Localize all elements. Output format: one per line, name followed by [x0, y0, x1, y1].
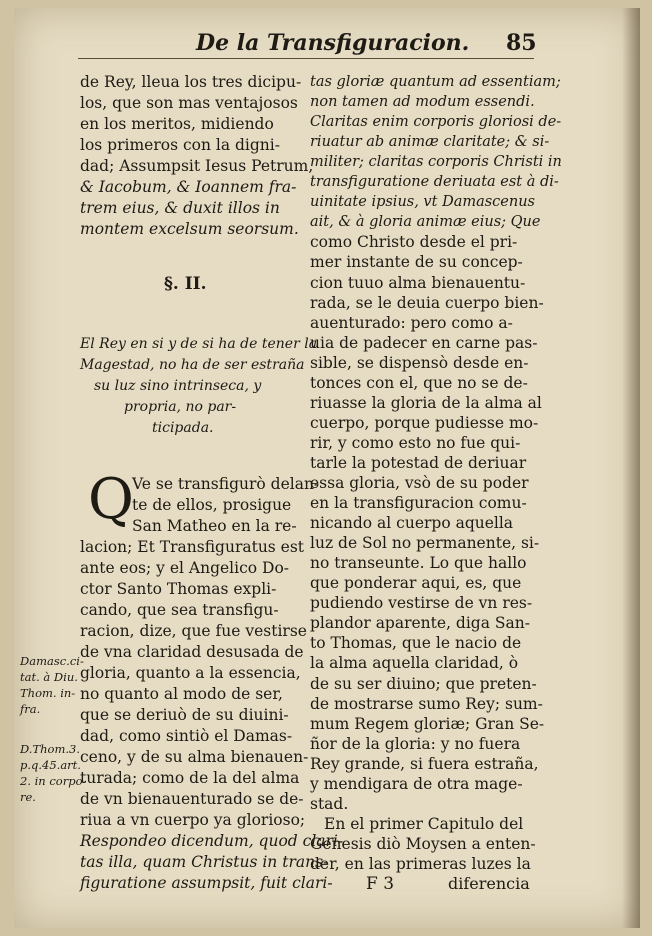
margin-note: D.Thom.3. — [20, 742, 80, 756]
margin-note: p.q.45.art. — [20, 758, 81, 772]
text-line: rada, se le deuia cuerpo bien- — [310, 293, 544, 312]
text-line: Ve se transfigurò delan- — [132, 475, 320, 493]
text-line: pudiendo vestirse de vn res- — [310, 594, 533, 613]
catchword: diferencia — [448, 874, 530, 893]
section-heading: §. II. — [164, 274, 207, 294]
text-line: de vn bienauenturado se de- — [80, 790, 304, 808]
signature-mark: F 3 — [366, 874, 395, 894]
text-line: Claritas enim corporis gloriosi de- — [310, 114, 562, 131]
text-line: la alma aquella claridad, ò — [310, 654, 519, 673]
summary-line: El Rey en si y de si ha de tener la — [80, 336, 318, 352]
text-line: de vna claridad desusada de — [80, 643, 304, 661]
text-line: que ponderar aqui, es, que — [310, 574, 522, 593]
text-line: mum Regem gloriæ; Gran Se- — [310, 714, 545, 733]
text-line: lacion; Et Transfiguratus est — [80, 538, 305, 556]
text-line: ctor Santo Thomas expli- — [80, 580, 277, 598]
text-line: ceno, y de su alma bienauen- — [80, 748, 309, 766]
text-line: San Matheo en la re- — [132, 517, 297, 535]
text-line: cando, que sea transfigu- — [80, 601, 279, 619]
text-line: uia de padecer en carne pas- — [310, 333, 538, 352]
running-header-title: De la Transfiguracion. — [196, 30, 470, 56]
text-line: turada; como de la del alma — [80, 769, 300, 787]
summary-line: propria, no par- — [124, 399, 237, 415]
text-line: auenturado: pero como a- — [310, 313, 513, 332]
margin-note: fra. — [20, 702, 41, 716]
text-line: ait, & à gloria animæ eius; Que — [310, 214, 541, 231]
text-line: que se deriuò de su diuini- — [80, 706, 289, 724]
text-line: tarle la potestad de deriuar — [310, 453, 527, 472]
text-line: montem excelsum seorsum. — [80, 220, 299, 238]
text-line: tonces con el, que no se de- — [310, 373, 528, 392]
text-line: luz de Sol no permanente, si- — [310, 534, 540, 553]
text-line: de su ser diuino; que preten- — [310, 674, 537, 693]
text-line: militer; claritas corporis Christi in — [310, 154, 562, 171]
text-line: uinitate ipsius, vt Damascenus — [310, 194, 535, 211]
text-line: essa gloria, vsò de su poder — [310, 474, 529, 492]
text-line: & Iacobum, & Ioannem fra- — [80, 178, 297, 196]
text-line: tas illa, quam Christus in trans- — [80, 853, 329, 871]
text-line: ñor de la gloria: y no fuera — [310, 734, 521, 753]
margin-note: tat. à Diu. — [20, 670, 78, 684]
text-line: riua a vn cuerpo ya glorioso; — [80, 811, 306, 829]
text-line: no quanto al modo de ser, — [80, 685, 283, 703]
header-rule — [78, 58, 534, 59]
text-line: racion, dize, que fue vestirse — [80, 622, 307, 640]
text-line: riuasse la gloria de la alma al — [310, 393, 542, 412]
drop-cap: Q — [88, 467, 134, 532]
text-line: y mendigara de otra mage- — [310, 774, 523, 793]
text-line: Genesis diò Moysen a enten- — [310, 834, 536, 853]
text-line: Respondeo dicendum, quod clari- — [80, 832, 344, 850]
text-line: dad, como sintiò el Damas- — [80, 727, 293, 745]
text-line: nicando al cuerpo aquella — [310, 514, 514, 533]
text-line: der, en las primeras luzes la — [310, 854, 531, 873]
text-line: sible, se dispensò desde en- — [310, 353, 529, 372]
text-line: los, que son mas ventajosos — [80, 94, 298, 112]
text-line: ante eos; y el Angelico Do- — [80, 559, 290, 577]
text-line: figuratione assumpsit, fuit clari- — [80, 874, 333, 892]
text-line: cion tuuo alma bienauentu- — [310, 273, 526, 292]
text-line: gloria, quanto a la essencia, — [80, 664, 301, 682]
text-line: como Christo desde el pri- — [310, 233, 518, 252]
text-line: en la transfiguracion comu- — [310, 494, 527, 513]
page-spine-shadow — [622, 8, 640, 928]
summary-line: Magestad, no ha de ser estraña — [80, 357, 305, 373]
text-line: los primeros con la digni- — [80, 136, 280, 154]
text-line: transfiguratione deriuata est à di- — [310, 174, 559, 191]
text-line: te de ellos, prosigue — [132, 496, 292, 514]
margin-note: Thom. in- — [20, 686, 76, 700]
text-line: tas gloriæ quantum ad essentiam; — [310, 74, 561, 90]
text-line: de mostrarse sumo Rey; sum- — [310, 694, 543, 713]
text-line: cuerpo, porque pudiesse mo- — [310, 413, 539, 432]
text-line: dad; Assumpsit Iesus Petrum, — [80, 157, 314, 175]
text-line: rir, y como esto no fue qui- — [310, 433, 521, 452]
text-line: Rey grande, si fuera estraña, — [310, 754, 539, 773]
text-line: plandor aparente, diga San- — [310, 614, 530, 633]
right-column — [310, 72, 562, 892]
text-line: de Rey, lleua los tres dicipu- — [80, 73, 302, 91]
text-line: stad. — [310, 794, 349, 813]
summary-line: ticipada. — [152, 420, 214, 436]
text-line: no transeunte. Lo que hallo — [310, 554, 527, 573]
text-line: mer instante de su concep- — [310, 253, 523, 272]
text-line: en los meritos, midiendo — [80, 115, 274, 133]
text-line: riuatur ab animæ claritate; & si- — [310, 134, 550, 151]
text-line: non tamen ad modum essendi. — [310, 94, 535, 111]
text-line: to Thomas, que le nacio de — [310, 634, 522, 653]
margin-note: re. — [20, 790, 36, 804]
margin-note: Damasc.ci- — [20, 654, 84, 668]
text-line: trem eius, & duxit illos in — [80, 199, 280, 217]
margin-note: 2. in corpo- — [20, 774, 87, 788]
page-number: 85 — [506, 30, 537, 56]
summary-line: su luz sino intrinseca, y — [94, 378, 262, 394]
text-line: En el primer Capitulo del — [324, 814, 524, 833]
